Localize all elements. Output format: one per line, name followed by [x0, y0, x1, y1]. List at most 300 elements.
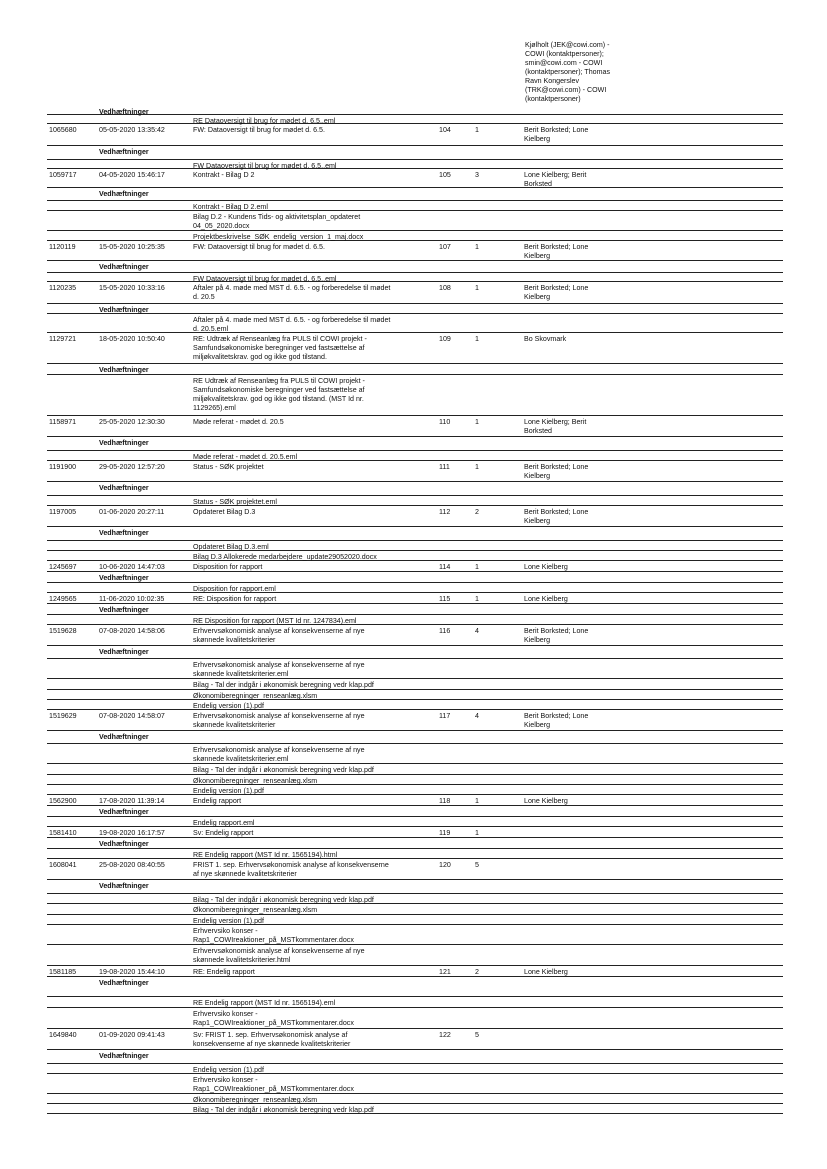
- email-record-row: [47, 416, 783, 437]
- record-date: 25-08-2020 08:40:55: [99, 861, 165, 869]
- attachment-filename-line: RE Dataoversigt til brug for mødet d. 6.5..eml: [193, 117, 336, 125]
- attachments-header-row: [47, 261, 783, 273]
- record-id: 1197005: [49, 508, 77, 516]
- record-date: 17-08-2020 11:39:14: [99, 797, 165, 805]
- record-attachment-count: 3: [475, 171, 479, 179]
- attachment-row: [47, 211, 783, 231]
- attachment-row: [47, 496, 783, 506]
- attachment-filename-line: FW Dataoversigt til brug for mødet d. 6.5..eml: [193, 275, 337, 283]
- attachments-label: Vedhæftninger: [99, 263, 149, 271]
- record-id: 1249565: [49, 595, 77, 603]
- attachment-filename-line: Økonomiberegninger_renseanlæg.xlsm: [193, 906, 318, 914]
- attachment-filename-line: d. 20.5.eml: [193, 325, 229, 333]
- attachment-filename-line: Endelig version (1).pdf: [193, 702, 264, 710]
- record-recipients-line: Lone Kielberg; Berit: [524, 418, 587, 426]
- attachment-filename-line: 04_05_2020.docx: [193, 222, 250, 230]
- header-recipient-line: COWI (kontaktpersoner);: [525, 50, 604, 58]
- attachments-label: Vedhæftninger: [99, 108, 149, 116]
- record-date: 07-08-2020 14:58:07: [99, 712, 165, 720]
- attachments-header-row: [47, 106, 783, 115]
- record-recipients-line: Lone Kielberg: [524, 595, 568, 603]
- attachment-row: [47, 817, 783, 827]
- record-id: 1519629: [49, 712, 77, 720]
- attachments-label: Vedhæftninger: [99, 808, 149, 816]
- record-subject-line: Kontrakt - Bilag D 2: [193, 171, 255, 179]
- record-recipients-line: Berit Borksted; Lone: [524, 126, 589, 134]
- attachments-label: Vedhæftninger: [99, 882, 149, 890]
- attachments-header-row: [47, 731, 783, 744]
- record-subject-line: Disposition for rapport: [193, 563, 263, 571]
- record-subject-line: d. 20.5: [193, 293, 215, 301]
- email-record-row: [47, 124, 783, 146]
- record-id: 1245697: [49, 563, 77, 571]
- record-date: 19-08-2020 16:17:57: [99, 829, 165, 837]
- attachment-row: [47, 894, 783, 904]
- record-date: 18-05-2020 10:50:40: [99, 335, 165, 343]
- record-date: 19-08-2020 15:44:10: [99, 968, 165, 976]
- record-recipients-line: Kielberg: [524, 293, 551, 301]
- record-number: 114: [439, 563, 451, 571]
- attachment-row: [47, 700, 783, 710]
- record-recipients: [524, 126, 634, 144]
- attachment-filename-line: RE Disposition for rapport (MST Id nr. 1247834).eml: [193, 617, 357, 625]
- record-recipients-line: Berit Borksted; Lone: [524, 712, 589, 720]
- record-recipients: [524, 418, 634, 436]
- email-record-row: [47, 966, 783, 977]
- attachment-filename-line: Erhvervsiko konser -: [193, 927, 258, 935]
- attachment-row: [47, 583, 783, 593]
- record-subject-line: Sv: Endelig rapport: [193, 829, 254, 837]
- record-id: 1649840: [49, 1031, 77, 1039]
- record-attachment-count: 2: [475, 968, 479, 976]
- record-subject: [193, 712, 431, 730]
- attachments-label: Vedhæftninger: [99, 979, 149, 987]
- record-number: 108: [439, 284, 451, 292]
- record-attachment-count: 1: [475, 126, 479, 134]
- record-subject: [193, 797, 431, 806]
- attachment-row: [47, 615, 783, 625]
- email-record-row: [47, 1029, 783, 1050]
- email-record-row: [47, 282, 783, 304]
- email-record-row: [47, 625, 783, 646]
- record-subject-line: Erhvervsøkonomisk analyse af konsekvenserne af nye: [193, 627, 365, 635]
- attachment-filename-line: Endelig rapport.eml: [193, 819, 255, 827]
- attachment-row: [47, 785, 783, 795]
- attachment-row: [47, 744, 783, 764]
- header-recipient-line: smin@cowi.com - COWI: [525, 59, 603, 67]
- attachment-row: [47, 115, 783, 124]
- record-date: 10-06-2020 14:47:03: [99, 563, 165, 571]
- record-recipients-line: Lone Kielberg; Berit: [524, 171, 587, 179]
- record-attachment-count: 5: [475, 1031, 479, 1039]
- attachment-row: [47, 849, 783, 859]
- attachment-row: [47, 1074, 783, 1094]
- attachment-filename-line: Rap1_COWIreaktioner_på_MSTkommentarer.docx: [193, 1085, 354, 1093]
- record-number: 111: [439, 463, 450, 471]
- record-attachment-count: 1: [475, 797, 479, 805]
- record-date: 25-05-2020 12:30:30: [99, 418, 165, 426]
- attachment-row: [47, 915, 783, 925]
- record-id: 1120235: [49, 284, 77, 292]
- record-recipients: [524, 335, 634, 344]
- attachment-row: [47, 764, 783, 775]
- record-attachment-count: 4: [475, 627, 479, 635]
- record-subject-line: Erhvervsøkonomisk analyse af konsekvenserne af nye: [193, 712, 365, 720]
- record-number: 110: [439, 418, 451, 426]
- attachment-filename-line: FW Dataoversigt til brug for mødet d. 6.5..eml: [193, 162, 337, 170]
- attachment-filename-line: Samfundsøkonomiske beregninger ved fastsættelse af: [193, 386, 365, 394]
- attachments-header-row: [47, 604, 783, 615]
- attachment-filename: [193, 999, 431, 1008]
- record-recipients-line: Kielberg: [524, 252, 551, 260]
- attachment-filename-line: Endelig version (1).pdf: [193, 787, 264, 795]
- record-subject-line: Sv: FRIST 1. sep. Erhvervsøkonomisk analyse af: [193, 1031, 348, 1039]
- record-subject: [193, 126, 431, 135]
- record-recipients-line: Kielberg: [524, 721, 551, 729]
- attachment-filename: [193, 766, 431, 775]
- attachment-row: [47, 925, 783, 945]
- attachment-filename: [193, 1076, 431, 1094]
- attachment-row: [47, 1094, 783, 1104]
- record-number: 107: [439, 243, 451, 251]
- record-subject-line: RE: Endelig rapport: [193, 968, 255, 976]
- attachment-filename-line: Bilag D.2 - Kundens Tids- og aktivitetsplan_opdateret: [193, 213, 361, 221]
- attachments-header-row: [47, 977, 783, 997]
- attachment-row: [47, 1064, 783, 1074]
- attachment-filename-line: Erhvervsøkonomisk analyse af konsekvenserne af nye: [193, 947, 365, 955]
- attachment-filename-line: 1129265).eml: [193, 404, 236, 412]
- email-record-row: [47, 333, 783, 364]
- attachment-row: [47, 551, 783, 561]
- email-log-table: [47, 106, 783, 1114]
- attachment-row: [47, 679, 783, 690]
- attachment-filename-line: Projektbeskrivelse_SØK_endelig_version_1_maj.docx: [193, 233, 364, 241]
- record-recipients-line: Berit Borksted; Lone: [524, 284, 589, 292]
- attachment-row: [47, 904, 783, 915]
- record-recipients: [524, 284, 634, 302]
- attachments-header-row: [47, 527, 783, 541]
- email-record-row: [47, 859, 783, 880]
- record-subject-line: FW: Dataoversigt til brug for mødet d. 6.5.: [193, 126, 325, 134]
- attachment-filename-line: Rap1_COWIreaktioner_på_MSTkommentarer.docx: [193, 1019, 354, 1027]
- attachment-row: [47, 1104, 783, 1114]
- record-attachment-count: 5: [475, 861, 479, 869]
- record-recipients-line: Berit Borksted; Lone: [524, 243, 589, 251]
- record-attachment-count: 1: [475, 595, 479, 603]
- attachment-filename: [193, 377, 431, 413]
- record-recipients: [524, 595, 634, 604]
- record-number: 118: [439, 797, 451, 805]
- header-recipient-line: (kontaktpersoner); Thomas: [525, 68, 611, 76]
- record-id: 1158971: [49, 418, 77, 426]
- attachment-filename-line: skønnede kvalitetskriterier.html: [193, 956, 291, 964]
- record-id: 1065680: [49, 126, 77, 134]
- record-recipients: [524, 563, 634, 572]
- record-id: 1120119: [49, 243, 76, 251]
- attachments-header-row: [47, 1050, 783, 1064]
- attachment-filename-line: Møde referat - mødet d. 20.5.eml: [193, 453, 298, 461]
- record-recipients-line: Bo Skovmark: [524, 335, 567, 343]
- record-attachment-count: 1: [475, 243, 479, 251]
- record-subject: [193, 243, 431, 252]
- attachment-filename-line: Opdateret Bilag D.3.eml: [193, 543, 269, 551]
- record-subject-line: Samfundsøkonomiske beregninger ved fastsættelse af: [193, 344, 365, 352]
- record-subject-line: FW: Dataoversigt til brug for mødet d. 6.5.: [193, 243, 325, 251]
- record-id: 1191900: [49, 463, 77, 471]
- attachment-filename-line: RE Udtræk af Renseanlæg fra PULS til COWI projekt -: [193, 377, 365, 385]
- attachment-filename: [193, 927, 431, 945]
- attachments-label: Vedhæftninger: [99, 366, 149, 374]
- attachment-row: [47, 160, 783, 169]
- record-recipients-line: Lone Kielberg: [524, 968, 568, 976]
- record-subject: [193, 968, 431, 977]
- record-date: 11-06-2020 10:02:35: [99, 595, 165, 603]
- attachments-label: Vedhæftninger: [99, 148, 149, 156]
- record-attachment-count: 2: [475, 508, 479, 516]
- record-recipients-line: Kielberg: [524, 472, 551, 480]
- attachment-filename: [193, 661, 431, 679]
- record-subject-line: af nye skønnede kvalitetskriterier: [193, 870, 297, 878]
- record-attachment-count: 1: [475, 335, 479, 343]
- email-record-row: [47, 827, 783, 838]
- record-date: 15-05-2020 10:25:35: [99, 243, 165, 251]
- attachments-header-row: [47, 806, 783, 817]
- attachment-filename-line: RE Endelig rapport (MST Id nr. 1565194).eml: [193, 999, 336, 1007]
- record-subject: [193, 418, 431, 427]
- record-number: 116: [439, 627, 451, 635]
- attachment-filename-line: Aftaler på 4. møde med MST d. 6.5. - og forberedelse til mødet: [193, 316, 391, 324]
- attachments-header-row: [47, 146, 783, 160]
- record-attachment-count: 1: [475, 829, 479, 837]
- attachments-label: Vedhæftninger: [99, 439, 149, 447]
- email-record-row: [47, 710, 783, 731]
- attachment-row: [47, 775, 783, 785]
- attachment-filename-line: Økonomiberegninger_renseanlæg.xlsm: [193, 1096, 318, 1104]
- record-subject-line: RE: Udtræk af Renseanlæg fra PULS til COWI projekt -: [193, 335, 367, 343]
- attachment-row: [47, 375, 783, 416]
- record-date: 07-08-2020 14:58:06: [99, 627, 165, 635]
- attachments-label: Vedhæftninger: [99, 306, 149, 314]
- attachment-filename-line: Økonomiberegninger_renseanlæg.xlsm: [193, 777, 318, 785]
- header-recipients: [525, 41, 645, 104]
- attachments-header-row: [47, 437, 783, 451]
- record-id: 1059717: [49, 171, 77, 179]
- record-date: 29-05-2020 12:57:20: [99, 463, 165, 471]
- record-subject-line: FRIST 1. sep. Erhvervsøkonomisk analyse af konsekvenserne: [193, 861, 389, 869]
- attachments-label: Vedhæftninger: [99, 606, 149, 614]
- attachment-filename-line: Bilag - Tal der indgår i økonomisk beregning vedr klap.pdf: [193, 1106, 374, 1114]
- attachments-label: Vedhæftninger: [99, 529, 149, 537]
- record-recipients-line: Borksted: [524, 427, 552, 435]
- record-subject-line: Status - SØK projektet: [193, 463, 264, 471]
- record-subject-line: Endelig rapport: [193, 797, 242, 805]
- email-record-row: [47, 506, 783, 527]
- record-recipients: [524, 243, 634, 261]
- record-subject: [193, 284, 431, 302]
- record-id: 1519628: [49, 627, 77, 635]
- record-recipients-line: Kielberg: [524, 636, 551, 644]
- record-number: 109: [439, 335, 451, 343]
- attachments-header-row: [47, 364, 783, 375]
- attachment-row: [47, 314, 783, 333]
- record-number: 122: [439, 1031, 451, 1039]
- record-recipients: [524, 797, 634, 806]
- attachments-header-row: [47, 646, 783, 659]
- attachments-label: Vedhæftninger: [99, 648, 149, 656]
- record-subject-line: Aftaler på 4. møde med MST d. 6.5. - og forberedelse til mødet: [193, 284, 391, 292]
- attachment-row: [47, 1008, 783, 1029]
- record-recipients-line: Berit Borksted; Lone: [524, 627, 589, 635]
- attachment-filename: [193, 213, 431, 231]
- record-recipients: [524, 968, 634, 977]
- attachment-row: [47, 945, 783, 966]
- attachment-row: [47, 997, 783, 1008]
- record-recipients: [524, 712, 634, 730]
- attachments-header-row: [47, 188, 783, 201]
- record-recipients-line: Berit Borksted; Lone: [524, 508, 589, 516]
- record-number: 117: [439, 712, 451, 720]
- attachments-label: Vedhæftninger: [99, 574, 149, 582]
- attachment-filename-line: Bilag - Tal der indgår i økonomisk beregning vedr klap.pdf: [193, 896, 374, 904]
- attachment-filename-line: Endelig version (1).pdf: [193, 1066, 264, 1074]
- record-date: 01-09-2020 09:41:43: [99, 1031, 165, 1039]
- attachment-filename-line: Rap1_COWIreaktioner_på_MSTkommentarer.docx: [193, 936, 354, 944]
- record-date: 01-06-2020 20:27:11: [99, 508, 165, 516]
- attachment-filename-line: skønnede kvalitetskriterier.eml: [193, 755, 289, 763]
- record-recipients-line: Kielberg: [524, 135, 551, 143]
- attachments-label: Vedhæftninger: [99, 733, 149, 741]
- header-recipient-line: Ravn Kongerslev: [525, 77, 580, 85]
- record-subject: [193, 463, 431, 472]
- attachment-filename: [193, 316, 431, 334]
- attachment-filename: [193, 1010, 431, 1028]
- attachment-filename: [193, 746, 431, 764]
- attachment-row: [47, 541, 783, 551]
- record-subject: [193, 171, 431, 180]
- record-date: 04-05-2020 15:46:17: [99, 171, 165, 179]
- record-number: 121: [439, 968, 451, 976]
- attachments-header-row: [47, 880, 783, 894]
- attachment-filename: [193, 947, 431, 965]
- attachments-label: Vedhæftninger: [99, 190, 149, 198]
- record-attachment-count: 1: [475, 563, 479, 571]
- record-number: 115: [439, 595, 451, 603]
- record-number: 105: [439, 171, 451, 179]
- attachment-filename-line: Erhvervsiko konser -: [193, 1010, 258, 1018]
- record-recipients-line: Berit Borksted; Lone: [524, 463, 589, 471]
- attachment-filename-line: Erhvervsøkonomisk analyse af konsekvenserne af nye: [193, 746, 365, 754]
- attachment-row: [47, 690, 783, 700]
- record-attachment-count: 4: [475, 712, 479, 720]
- record-attachment-count: 1: [475, 463, 479, 471]
- record-subject-line: miljøkvalitetskrav. god og ikke god tilstand.: [193, 353, 327, 361]
- email-record-row: [47, 461, 783, 482]
- attachment-filename-line: Kontrakt - Bilag D 2.eml: [193, 203, 268, 211]
- record-subject-line: RE: Disposition for rapport: [193, 595, 277, 603]
- record-subject-line: skønnede kvalitetskriterier: [193, 721, 276, 729]
- record-recipients-line: Lone Kielberg: [524, 797, 568, 805]
- attachments-header-row: [47, 572, 783, 583]
- record-id: 1608041: [49, 861, 77, 869]
- header-recipient-line: Kjølholt (JEK@cowi.com) -: [525, 41, 610, 49]
- record-subject: [193, 508, 431, 517]
- record-recipients-line: Lone Kielberg: [524, 563, 568, 571]
- record-subject: [193, 1031, 431, 1049]
- attachment-filename: [193, 906, 431, 915]
- attachments-label: Vedhæftninger: [99, 1052, 149, 1060]
- attachment-filename-line: Bilag - Tal der indgår i økonomisk beregning vedr klap.pdf: [193, 766, 374, 774]
- record-attachment-count: 1: [475, 418, 479, 426]
- email-record-row: [47, 241, 783, 261]
- record-number: 104: [439, 126, 451, 134]
- record-id: 1581185: [49, 968, 77, 976]
- attachment-filename-line: Økonomiberegninger_renseanlæg.xlsm: [193, 692, 318, 700]
- attachment-filename-line: RE Endelig rapport (MST Id nr. 1565194).html: [193, 851, 338, 859]
- attachments-label: Vedhæftninger: [99, 484, 149, 492]
- record-number: 119: [439, 829, 451, 837]
- record-subject: [193, 595, 431, 604]
- record-subject-line: Opdateret Bilag D.3: [193, 508, 256, 516]
- record-subject-line: Møde referat - mødet d. 20.5: [193, 418, 284, 426]
- attachment-row: [47, 231, 783, 241]
- record-subject: [193, 335, 431, 362]
- email-record-row: [47, 169, 783, 188]
- record-id: 1581410: [49, 829, 77, 837]
- attachment-filename-line: Erhvervsiko konser -: [193, 1076, 258, 1084]
- record-recipients: [524, 463, 634, 481]
- attachment-filename-line: Disposition for rapport.eml: [193, 585, 276, 593]
- header-recipient-line: (kontaktpersoner): [525, 95, 581, 103]
- attachment-filename-line: Endelig version (1).pdf: [193, 917, 264, 925]
- email-record-row: [47, 795, 783, 806]
- attachment-filename-line: Bilag D.3 Allokerede medarbejdere_update29052020.docx: [193, 553, 377, 561]
- header-recipient-line: (TRK@cowi.com) - COWI: [525, 86, 607, 94]
- record-subject-line: skønnede kvalitetskriterier: [193, 636, 276, 644]
- attachment-filename-line: Status - SØK projektet.eml: [193, 498, 277, 506]
- record-recipients: [524, 171, 634, 189]
- record-recipients: [524, 508, 634, 526]
- attachment-row: [47, 659, 783, 679]
- attachments-header-row: [47, 304, 783, 314]
- record-recipients-line: Kielberg: [524, 517, 551, 525]
- record-subject-line: konsekvenserne af nye skønnede kvalitetskriterier: [193, 1040, 351, 1048]
- email-record-row: [47, 593, 783, 604]
- attachment-filename-line: Erhvervsøkonomisk analyse af konsekvenserne af nye: [193, 661, 365, 669]
- attachment-row: [47, 273, 783, 282]
- record-attachment-count: 1: [475, 284, 479, 292]
- record-id: 1129721: [49, 335, 77, 343]
- record-subject: [193, 563, 431, 572]
- record-number: 120: [439, 861, 451, 869]
- record-date: 15-05-2020 10:33:16: [99, 284, 165, 292]
- attachments-header-row: [47, 482, 783, 496]
- attachment-filename: [193, 681, 431, 690]
- attachment-row: [47, 201, 783, 211]
- record-subject: [193, 829, 431, 838]
- email-record-row: [47, 561, 783, 572]
- attachment-filename-line: skønnede kvalitetskriterier.eml: [193, 670, 289, 678]
- record-id: 1562900: [49, 797, 77, 805]
- record-subject: [193, 627, 431, 645]
- record-recipients: [524, 627, 634, 645]
- record-recipients-line: Borksted: [524, 180, 552, 188]
- attachment-filename-line: miljøkvalitetskrav. god og ikke god tilstand. (MST Id nr.: [193, 395, 364, 403]
- attachment-row: [47, 451, 783, 461]
- record-number: 112: [439, 508, 451, 516]
- record-subject: [193, 861, 431, 879]
- record-date: 05-05-2020 13:35:42: [99, 126, 165, 134]
- attachment-filename: [193, 1106, 431, 1115]
